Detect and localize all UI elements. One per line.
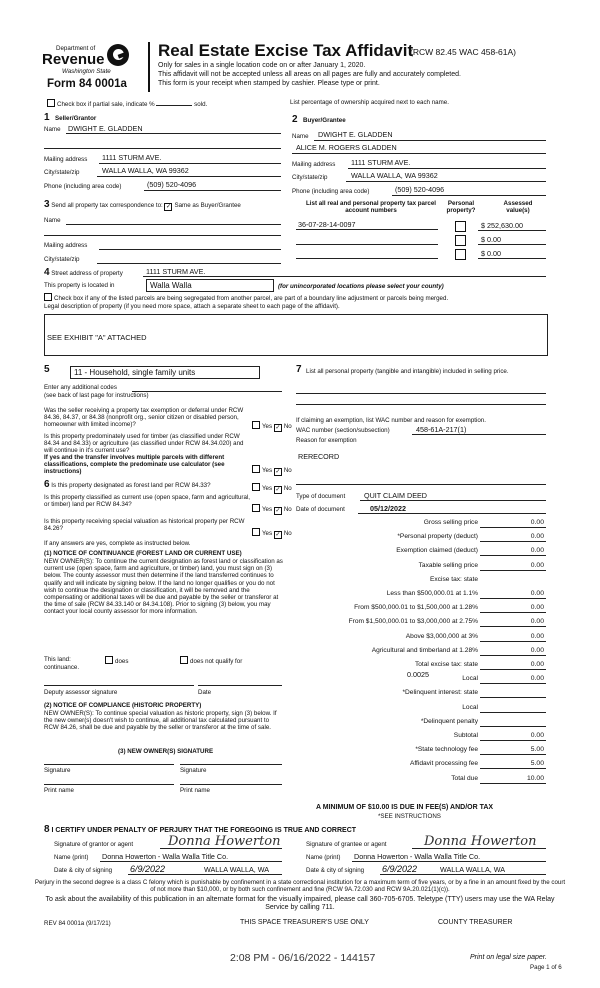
buyer-city-field[interactable]: WALLA WALLA, WA 99362 xyxy=(351,171,438,180)
buyer-name-field[interactable]: DWIGHT E. GLADDEN xyxy=(318,130,393,139)
seller-city-field[interactable]: WALLA WALLA, WA 99362 xyxy=(102,166,189,175)
buyer-phone-field[interactable]: (509) 520-4096 xyxy=(395,185,445,194)
parcel-head-personal: Personal property? xyxy=(446,200,476,215)
tax-row-value[interactable]: 0.00 xyxy=(530,633,544,640)
reason-label: Reason for exemption xyxy=(296,437,357,444)
historic-no-label: No xyxy=(283,530,292,537)
current-use-question: Is this property classified as current use (open space, farm and agricultural, or timber) land per RCW 84.34? xyxy=(44,494,251,509)
exemption-no-label: No xyxy=(283,423,292,430)
recording-stamp: 2:08 PM - 06/16/2022 - 144157 xyxy=(230,952,376,964)
tax-row-label: *Personal property (deduct) xyxy=(397,533,478,540)
tax-row-label: *Delinquent interest: state xyxy=(402,689,478,696)
owner-print-line-2[interactable] xyxy=(180,784,282,785)
exemption-no-checkbox[interactable]: ✓ xyxy=(275,425,281,431)
tax-row-line xyxy=(480,740,546,741)
partial-sold-label: sold. xyxy=(194,101,208,108)
owner-print-label-1: Print name xyxy=(44,787,74,794)
pp-line-2[interactable] xyxy=(296,404,546,405)
current-use-yes-checkbox[interactable] xyxy=(252,504,260,512)
seller-phone-field[interactable]: (509) 520-4096 xyxy=(147,180,197,189)
tax-row-line xyxy=(480,598,546,599)
tax-row-label: Gross selling price xyxy=(423,519,478,526)
see-instructions: *SEE INSTRUCTIONS xyxy=(378,813,441,820)
same-as-buyer-label: Same as Buyer/Grantee xyxy=(174,202,241,209)
header-note-2: This affidavit will not be accepted unless all areas on all pages are fully and accurately completed. xyxy=(158,71,461,78)
tax-row-value[interactable]: 0.00 xyxy=(530,562,544,569)
deputy-sig-line[interactable] xyxy=(44,685,194,686)
this-land-label: This land: xyxy=(44,656,71,663)
tax-row-label: Excise tax: state xyxy=(429,576,478,583)
tax-row-label: Agricultural and timberland at 1.28% xyxy=(371,647,478,654)
seller-name-line-2 xyxy=(44,148,281,149)
buyer-city-line xyxy=(346,181,546,182)
legal-label: Legal description of property (if you need more space, attach a separate sheet to each page of the affidavit). xyxy=(44,303,340,310)
parcel-value-3[interactable]: $ 0.00 xyxy=(481,249,501,258)
tax-row-value[interactable]: 0.00 xyxy=(530,590,544,597)
tax-row-label: Affidavit processing fee xyxy=(409,760,478,767)
tax-row-line xyxy=(480,626,546,627)
certify-text: I CERTIFY UNDER PENALTY OF PERJURY THAT THE FOREGOING IS TRUE AND CORRECT xyxy=(51,827,357,834)
grantor-name-line xyxy=(100,861,282,862)
segregate-label: Check box if any of the listed parcels are being segregated from another parcel, are part of a boundary line adjustment or parcels being merged. xyxy=(54,295,449,302)
same-as-buyer-checkbox[interactable]: ✓ xyxy=(165,204,171,210)
notice3-title: (3) NEW OWNER(S) SIGNATURE xyxy=(118,748,214,755)
seller-mailing-line xyxy=(99,163,281,164)
legal-description-field[interactable] xyxy=(44,314,548,356)
corr-city-label: City/state/zip xyxy=(44,256,80,263)
tax-row-label: Subtotal xyxy=(453,732,478,739)
seller-city-label: City/state/zip xyxy=(44,169,80,176)
wac-line xyxy=(412,434,546,435)
doc-type-label: Type of document xyxy=(296,493,346,500)
tax-row-label: Total excise tax: state xyxy=(414,661,478,668)
grantee-signature: Donna Howerton xyxy=(424,834,537,849)
section5-num: 5 xyxy=(44,364,50,375)
tax-row-label: *Delinquent penalty xyxy=(420,718,478,725)
grantor-city-field[interactable]: WALLA WALLA, WA xyxy=(204,865,270,874)
doc-date-field[interactable]: 05/12/2022 xyxy=(370,504,406,513)
buyer-name-label: Name xyxy=(292,133,309,140)
exemption-yes-label: Yes xyxy=(262,423,273,430)
exemption-question: Was the seller receiving a property tax exemption or deferral under RCW 84.36, 84.37, or 84.38 (nonprofit org., senior citizen or disabled person, homeowner with limited income)? xyxy=(44,407,244,429)
parcel-line-2 xyxy=(296,244,438,245)
grantor-name-label: Name (print) xyxy=(54,854,89,861)
tax-row-line xyxy=(480,612,546,613)
tax-row-label: Local xyxy=(462,704,478,711)
header-divider xyxy=(148,42,150,92)
corr-name-line xyxy=(66,224,281,225)
doc-date-line xyxy=(358,513,546,514)
tax-row-line xyxy=(480,783,546,784)
street-address-field[interactable]: 1111 STURM AVE. xyxy=(146,267,206,276)
forest-question-text: Is this property designated as forest land per RCW 84.33? xyxy=(51,482,211,489)
if-yes-note: If any answers are yes, complete as instructed below. xyxy=(44,540,191,547)
tax-row-line xyxy=(480,697,546,698)
forest-question xyxy=(44,481,284,489)
current-use-no-checkbox[interactable]: ✓ xyxy=(275,508,281,514)
deputy-date-label: Date xyxy=(198,689,212,696)
alt-format-note: To ask about the availability of this publication in an alternate format for the visually impaired, please call 360-705-6705. Teletype (TTY) users may use the WA Relay Service by calling 711. xyxy=(45,896,555,911)
rev-number: REV 84 0001a (9/17/21) xyxy=(44,920,111,927)
minimum-due-note: A MINIMUM OF $10.00 IS DUE IN FEE(S) AND/OR TAX xyxy=(316,804,494,811)
tax-row-value[interactable]: 0.00 xyxy=(530,675,544,682)
correspondence-label: Send all property tax correspondence to: xyxy=(51,202,163,209)
section7-num: 7 xyxy=(296,364,302,375)
grantor-date-label: Date & city of signing xyxy=(54,867,113,874)
tax-row-value[interactable]: 0.00 xyxy=(530,533,544,540)
tax-row-line xyxy=(480,683,546,684)
buyer-phone-line xyxy=(392,195,546,196)
buyer-phone-label: Phone (including area code) xyxy=(292,188,370,195)
corr-name-label: Name xyxy=(44,217,61,224)
legal-description-value: SEE EXHIBIT "A" ATTACHED xyxy=(47,333,147,342)
seller-city-line xyxy=(97,176,281,177)
historic-yes-label: Yes xyxy=(262,530,273,537)
doc-type-line xyxy=(360,500,546,501)
correspondence-row xyxy=(44,201,241,211)
section8-num: 8 xyxy=(44,824,50,835)
grantor-date-line xyxy=(128,874,282,875)
seller-phone-label: Phone (including area code) xyxy=(44,183,122,190)
buyer-mailing-line xyxy=(348,168,546,169)
page-number: Page 1 of 6 xyxy=(530,964,562,971)
deputy-date-line[interactable] xyxy=(198,685,282,686)
header-note-3: This form is your receipt when stamped by cashier. Please type or print. xyxy=(158,80,380,87)
seller-name-label: Name xyxy=(44,126,61,133)
owner-sig-line-2[interactable] xyxy=(180,764,282,765)
tax-row-label: *State technology fee xyxy=(415,746,478,753)
tax-row-value[interactable]: 10.00 xyxy=(526,775,544,782)
grantor-date-field[interactable]: 6/9/2022 xyxy=(130,864,166,874)
grantee-date-line xyxy=(380,874,546,875)
dept-line: Department of xyxy=(56,45,96,52)
parcel-line-1 xyxy=(296,229,438,230)
perjury-note: Perjury in the second degree is a class C felony which is punishable by confinement in a state correctional institution for a maximum term of five years, or by a fine in an amount fixed by the court of not more than $10,000, or by both such confinement and fine (RCW 9A.72.030 and RCW 9A.20.021(1)(c)). xyxy=(34,879,566,894)
pct-ownership-note: List percentage of ownership acquired next to each name. xyxy=(290,99,449,106)
land-use-value: 11 - Household, single family units xyxy=(74,368,196,377)
tax-row-line xyxy=(480,570,546,571)
owner-print-line-1[interactable] xyxy=(44,784,174,785)
reason-line xyxy=(296,484,546,485)
partial-sale-checkbox-row[interactable] xyxy=(47,99,207,108)
buyer-num: 2 xyxy=(292,114,298,125)
exemption-yes-checkbox[interactable] xyxy=(252,421,260,429)
legal-paper-note: Print on legal size paper. xyxy=(470,954,547,961)
tax-row-line xyxy=(480,712,546,713)
doc-date-label: Date of document xyxy=(296,506,345,513)
street-row xyxy=(44,269,123,277)
current-use-yes-no[interactable] xyxy=(252,504,292,515)
does-not-checkbox[interactable] xyxy=(180,656,188,664)
parcel-head-accounts: List all real and personal property tax parcel account numbers xyxy=(306,200,436,215)
timber-yes-no[interactable] xyxy=(252,465,292,476)
seller-name-field[interactable]: DWIGHT E. GLADDEN xyxy=(68,124,143,133)
tax-row-line xyxy=(480,527,546,528)
tax-row-line xyxy=(480,768,546,769)
parcel-personal-checkbox-3[interactable] xyxy=(455,249,466,260)
does-checkbox[interactable] xyxy=(105,656,113,664)
timber-yes-checkbox[interactable] xyxy=(252,465,260,473)
additional-codes-line[interactable] xyxy=(132,391,282,392)
tax-row-line xyxy=(480,555,546,556)
wac-field[interactable]: 458-61A-217(1) xyxy=(416,425,467,434)
tax-row-label: Less than $500,000.01 at 1.1% xyxy=(386,590,478,597)
dor-logo-icon xyxy=(107,44,129,66)
tax-row-label: Total due xyxy=(451,775,478,782)
historic-no-checkbox[interactable]: ✓ xyxy=(275,532,281,538)
seller-heading: Seller/Grantor xyxy=(55,115,97,122)
parcel-line-3 xyxy=(296,258,438,259)
continuance-label: continuance. xyxy=(44,664,80,671)
tax-row-value[interactable]: 0.00 xyxy=(530,647,544,654)
tax-row-value[interactable]: 0.00 xyxy=(530,604,544,611)
grantee-name-line xyxy=(352,861,546,862)
grantee-city-field[interactable]: WALLA WALLA, WA xyxy=(440,865,506,874)
current-use-no-label: No xyxy=(283,506,292,513)
parcel-head-value: Assessed value(s) xyxy=(503,200,533,215)
street-num: 4 xyxy=(44,267,50,278)
owner-sig-label-1: Signature xyxy=(44,767,71,774)
doc-type-field[interactable]: QUIT CLAIM DEED xyxy=(364,491,427,500)
owner-print-label-2: Print name xyxy=(180,787,210,794)
does-not-label: does not qualify for xyxy=(190,658,243,665)
grantee-name-field[interactable]: Donna Howerton - Walla Walla Title Co. xyxy=(354,852,481,861)
correspondence-num: 3 xyxy=(44,199,50,210)
tax-row-value[interactable]: 0.00 xyxy=(530,661,544,668)
notice1-body: NEW OWNER(S): To continue the current designation as forest land or classification as current use (open space, farm and agriculture, or timber) land, you must sign on (3) below. The county assessor must then determine if the land transferred continues to qualify and will indicate by signing below. If the land no longer qualifies or you do not wish to continue the designation or classification, it will be removed and the compensating or additional taxes will be due and payable by the seller or transferor at the time of sale (RCW 84.33.140 or 84.34.108). Prior to signing (3) below, you may contact your local county assessor for more information. xyxy=(44,558,283,616)
exemption-claim-label: If claiming an exemption, list WAC number and reason for exemption. xyxy=(296,417,486,424)
tax-row-label: Taxable selling price xyxy=(418,562,478,569)
parcel-account-1[interactable]: 36-07-28-14-0097 xyxy=(298,220,356,229)
timber-no-checkbox[interactable]: ✓ xyxy=(275,469,281,475)
does-label: does xyxy=(115,658,129,665)
personal-property-label: List all personal property (tangible and intangible) included in selling price. xyxy=(306,368,509,375)
located-label: This property is located in xyxy=(44,282,115,289)
street-label: Street address of property xyxy=(51,270,123,277)
located-select[interactable] xyxy=(146,279,274,292)
forest-yes-checkbox[interactable] xyxy=(252,483,260,491)
grantor-name-field[interactable]: Donna Howerton - Walla Walla Title Co. xyxy=(102,852,229,861)
partial-pct-field[interactable] xyxy=(156,105,192,106)
located-note: (for unincorporated locations please select your county) xyxy=(278,283,444,290)
parcel-value-line-3 xyxy=(478,258,546,259)
partial-sale-label: Check box if partial sale, indicate % xyxy=(57,101,155,108)
form-ref: (RCW 82.45 WAC 458-61A) xyxy=(410,47,516,57)
county-treasurer: COUNTY TREASURER xyxy=(438,919,513,926)
notice2-body: NEW OWNER(S): To continue special valuation as historic property, sign (3) below. If the new owner(s) doesn't wish to continue, all additional tax calculated pursuant to RCW 84.26, shall be due and payable by the seller or transferor at the time of sale. xyxy=(44,710,277,732)
located-value: Walla Walla xyxy=(150,281,192,290)
grantor-sig-label: Signature of grantor or agent xyxy=(54,841,134,848)
buyer-name-line xyxy=(314,140,546,141)
owner-sig-line-1[interactable] xyxy=(44,764,174,765)
form-number: Form 84 0001a xyxy=(47,78,127,90)
forest-yes-no[interactable] xyxy=(252,483,292,494)
buyer-mailing-field[interactable]: 1111 STURM AVE. xyxy=(351,158,411,167)
header-note-1: Only for sales in a single location code on or after January 1, 2020. xyxy=(158,62,366,69)
timber-no-label: No xyxy=(283,467,292,474)
seller-mailing-label: Mailing address xyxy=(44,156,88,163)
tax-row-label: Exemption claimed (deduct) xyxy=(396,547,478,554)
buyer-name-line-2 xyxy=(292,153,546,154)
pp-line-1[interactable] xyxy=(296,393,546,394)
current-use-yes-label: Yes xyxy=(262,506,273,513)
section6-num: 6 xyxy=(44,479,50,490)
additional-codes-note: (see back of last page for instructions) xyxy=(44,392,149,399)
owner-sig-label-2: Signature xyxy=(180,767,207,774)
tax-row-value[interactable]: 0.00 xyxy=(530,547,544,554)
notice2-title: (2) NOTICE OF COMPLIANCE (HISTORIC PROPERTY) xyxy=(44,702,202,709)
tax-row-value[interactable]: 5.00 xyxy=(530,760,544,767)
timber-yes-label: Yes xyxy=(262,467,273,474)
timber-question-note: If yes and the transfer involves multiple parcels with different classifications, complete the predominate use calculator (see instructions) xyxy=(44,454,225,476)
segregate-row[interactable] xyxy=(44,293,448,302)
seller-num: 1 xyxy=(44,112,50,123)
seller-mailing-field[interactable]: 1111 STURM AVE. xyxy=(102,153,162,162)
grantee-sig-label: Signature of grantee or agent xyxy=(306,841,387,848)
seller-name-line xyxy=(66,133,281,134)
tax-row-line xyxy=(480,726,546,727)
buyer-city-label: City/state/zip xyxy=(292,174,328,181)
corr-city-line xyxy=(97,263,281,264)
buyer-heading: Buyer/Grantee xyxy=(303,117,346,124)
land-use-select[interactable] xyxy=(70,366,260,379)
tax-row-label: Above $3,000,000 at 3% xyxy=(405,633,478,640)
deputy-sig-label: Deputy assessor signature xyxy=(44,689,118,696)
tax-row-line xyxy=(480,655,546,656)
tax-row-line xyxy=(480,669,546,670)
buyer-name-field-2[interactable]: ALICE M. ROGERS GLADDEN xyxy=(296,143,397,152)
buyer-mailing-label: Mailing address xyxy=(292,161,336,168)
segregate-checkbox[interactable] xyxy=(44,293,52,301)
forest-no-checkbox[interactable]: ✓ xyxy=(275,487,281,493)
historic-yes-no[interactable] xyxy=(252,528,292,539)
grantee-date-label: Date & city of signing xyxy=(306,867,365,874)
tax-row-label: From $500,000.01 to $1,500,000 at 1.28% xyxy=(354,604,478,611)
dept-revenue: Revenue xyxy=(42,51,105,68)
form-title: Real Estate Excise Tax Affidavit xyxy=(158,41,414,60)
seller-phone-line xyxy=(144,190,281,191)
partial-sale-checkbox[interactable] xyxy=(47,99,55,107)
treasurer-use-only: THIS SPACE TREASURER'S USE ONLY xyxy=(240,919,369,926)
parcel-value-1[interactable]: $ 252,630.00 xyxy=(481,221,523,230)
tax-row-value[interactable]: 0.00 xyxy=(530,732,544,739)
parcel-personal-checkbox-1[interactable] xyxy=(455,221,466,232)
parcel-value-line-2 xyxy=(478,244,546,245)
tax-row-value[interactable]: 0.00 xyxy=(530,618,544,625)
tax-row-line xyxy=(480,541,546,542)
tax-row-line xyxy=(480,641,546,642)
dept-state: Washington State xyxy=(62,68,111,75)
historic-question: Is this property receiving special valuation as historical property per RCW 84.26? xyxy=(44,518,245,533)
forest-yes-label: Yes xyxy=(262,485,273,492)
corr-mailing-label: Mailing address xyxy=(44,242,88,249)
corr-name-line-2 xyxy=(44,235,281,236)
wac-label: WAC number (section/subsection) xyxy=(296,427,390,434)
parcel-personal-checkbox-2[interactable] xyxy=(455,235,466,246)
grantor-signature: Donna Howerton xyxy=(168,834,281,849)
does-not-option[interactable] xyxy=(180,656,242,665)
parcel-value-2[interactable]: $ 0.00 xyxy=(481,235,501,244)
tax-row-value[interactable]: 5.00 xyxy=(530,746,544,753)
notice1-title: (1) NOTICE OF CONTINUANCE (FOREST LAND OR CURRENT USE) xyxy=(44,550,242,557)
forest-no-label: No xyxy=(283,485,292,492)
tax-row-label: From $1,500,000.01 to $3,000,000 at 2.75% xyxy=(348,618,478,625)
exemption-yes-no[interactable] xyxy=(252,421,292,432)
reason-field[interactable]: RERECORD xyxy=(298,452,340,461)
parcel-value-line-1 xyxy=(478,230,546,231)
tax-row-line xyxy=(480,754,546,755)
street-line xyxy=(143,276,546,277)
does-option[interactable] xyxy=(105,656,128,665)
grantee-date-field[interactable]: 6/9/2022 xyxy=(382,864,418,874)
corr-mailing-line xyxy=(99,249,281,250)
historic-yes-checkbox[interactable] xyxy=(252,528,260,536)
tax-row-label: Local xyxy=(462,675,478,682)
tax-row-value[interactable]: 0.00 xyxy=(530,519,544,526)
local-rate: 0.0025 xyxy=(407,670,429,679)
additional-codes-label: Enter any additional codes xyxy=(44,384,117,391)
grantee-name-label: Name (print) xyxy=(306,854,341,861)
timber-question: Is this property predominately used for timber (as classified under RCW 84.34 and 84.33) or agriculture (as classified under RCW 84.34.020) and will continue in it's current use? xyxy=(44,433,244,455)
